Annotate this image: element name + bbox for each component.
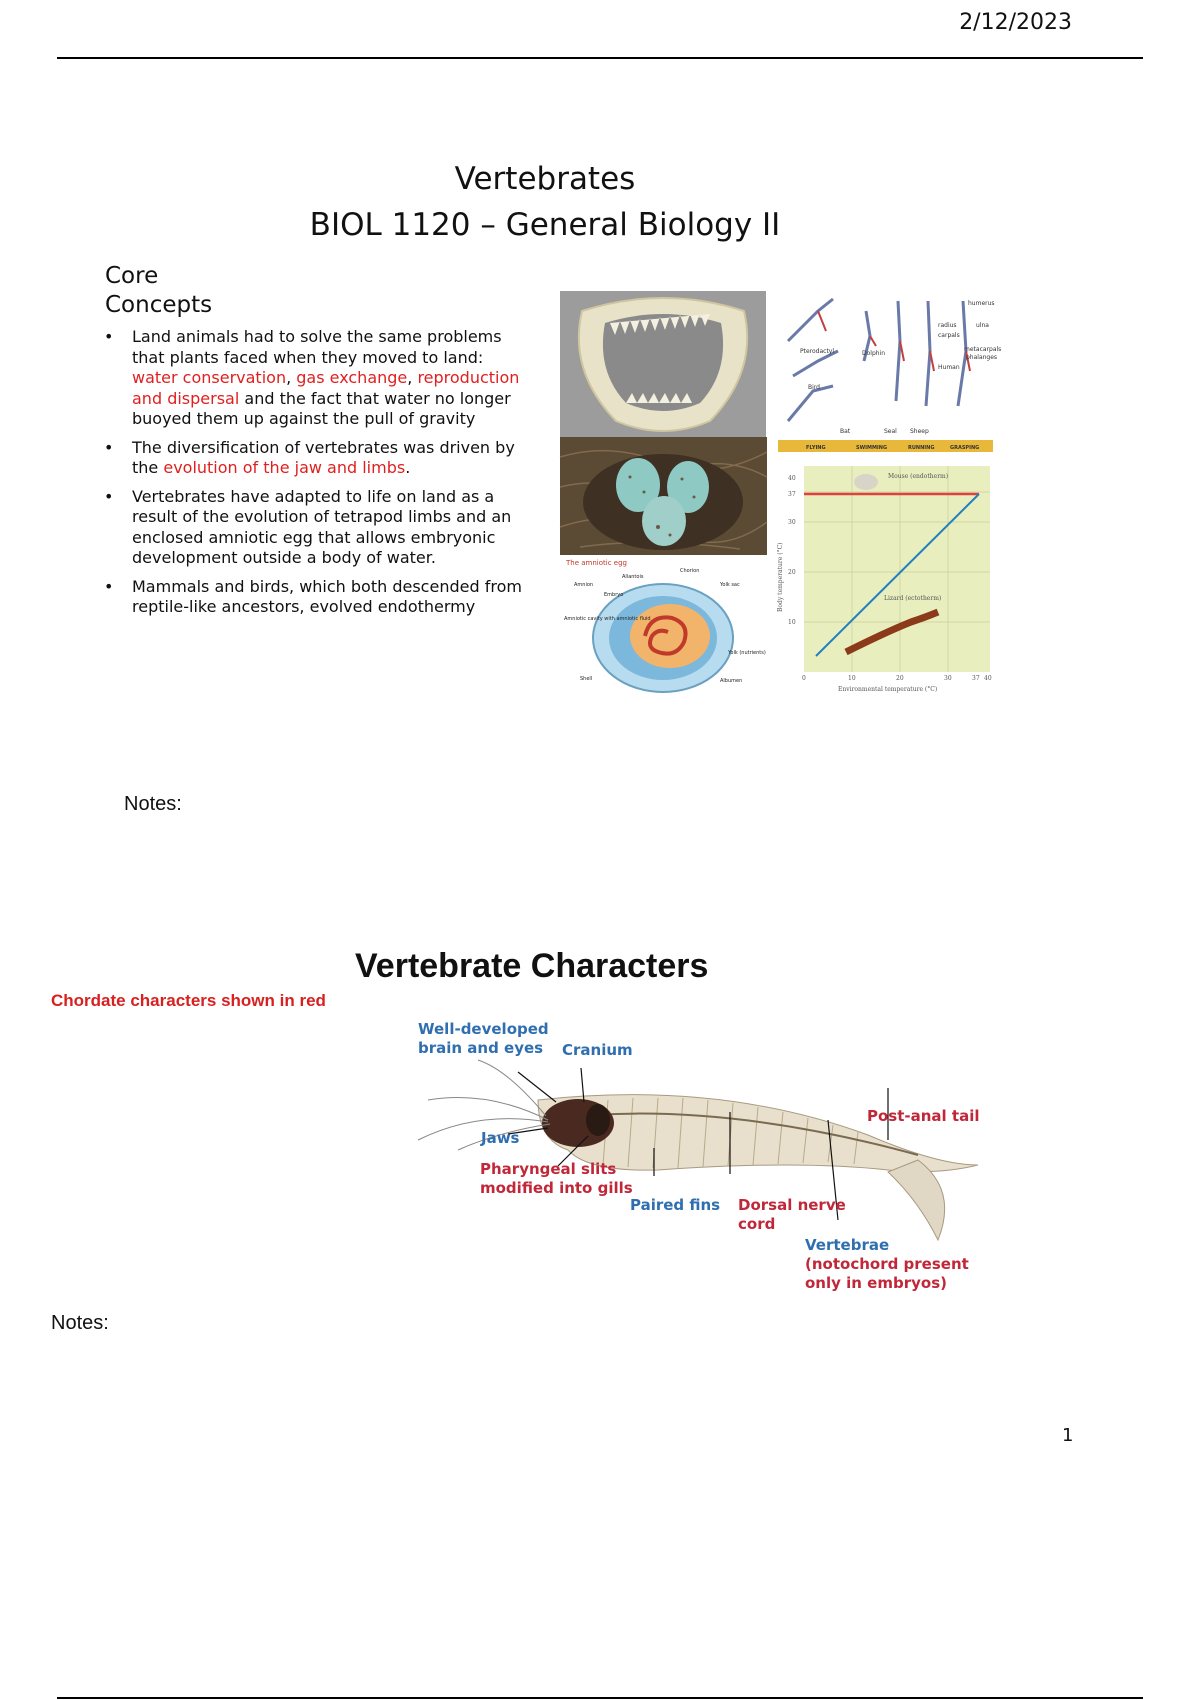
amniotic-egg-caption: The amniotic egg	[566, 559, 627, 567]
label-vertebrae: Vertebrae (notochord present only in embryos)	[805, 1236, 969, 1292]
slide1-title: Vertebrates	[454, 161, 636, 197]
chart-ytick-37: 37	[788, 491, 796, 498]
limb-homology-image	[778, 291, 1002, 452]
header-rule	[57, 57, 1143, 59]
chart-xtick-37: 37	[972, 675, 980, 682]
bullet-diversification: • The diversification of vertebrates was driven by the evolution of the jaw and limbs.	[102, 438, 522, 479]
page-number: 1	[1062, 1425, 1074, 1446]
label-paired-fins: Paired fins	[630, 1196, 721, 1214]
limb-label-pterodactyl: Pterodactyl	[800, 348, 835, 355]
chart-ylabel: Body temperature (°C)	[777, 542, 784, 612]
limb-label-radius: radius	[938, 322, 957, 329]
limb-footer-grasping: GRASPING	[950, 445, 980, 451]
chart-label-mouse: Mouse (endotherm)	[888, 473, 949, 480]
chart-xtick-0: 0	[802, 675, 806, 682]
footer-rule	[57, 1697, 1143, 1699]
egg-label-albumen: Albumen	[720, 678, 743, 684]
slide2-title: Vertebrate Characters	[355, 947, 709, 985]
limb-label-bat: Bat	[840, 428, 851, 435]
chart-ytick-30: 30	[788, 519, 796, 526]
limb-label-humerus: humerus	[968, 300, 995, 307]
label-dorsal-nerve-cord: Dorsal nerve cord	[738, 1196, 846, 1233]
limb-label-metacarpals: metacarpals	[964, 346, 1002, 353]
chart-xtick-30: 30	[944, 675, 952, 682]
egg-label-amniotic-cavity: Amniotic cavity with amniotic fluid	[564, 616, 651, 622]
egg-label-yolk: Yolk (nutrients)	[728, 650, 766, 656]
limb-label-phalanges: phalanges	[966, 354, 998, 361]
limb-footer-swimming: SWIMMING	[856, 445, 888, 451]
egg-label-chorion: Chorion	[680, 568, 700, 574]
limb-label-sheep: Sheep	[910, 428, 929, 435]
chart-xtick-20: 20	[896, 675, 904, 682]
label-pharyngeal-slits: Pharyngeal slits modified into gills	[480, 1160, 633, 1197]
bullet-land-animals: • Land animals had to solve the same problems that plants faced when they moved to land: water conservation, gas exchange, reproduction and dispersal and the fact that water no longer buoyed them up against the pull of gravity	[102, 327, 522, 430]
amniotic-egg-image	[560, 556, 767, 704]
egg-label-yolk-sac: Yolk sac	[720, 582, 740, 588]
chart-xlabel: Environmental temperature (°C)	[838, 686, 938, 693]
label-post-anal-tail: Post-anal tail	[867, 1107, 980, 1125]
slide1-subtitle: BIOL 1120 – General Biology II	[309, 207, 781, 243]
slide1-notes-label: Notes:	[124, 793, 182, 815]
label-cranium: Cranium	[562, 1041, 633, 1059]
egg-label-shell: Shell	[580, 676, 593, 682]
chart-ytick-40: 40	[788, 475, 796, 482]
limb-label-human: Human	[938, 364, 960, 371]
egg-label-embryo: Embryo	[604, 592, 624, 598]
slide2-notes-label: Notes:	[51, 1312, 109, 1334]
chart-xtick-40: 40	[984, 675, 992, 682]
header-date: 2/12/2023	[959, 10, 1072, 35]
limb-footer-running: RUNNING	[908, 445, 935, 451]
egg-label-allantois: Allantois	[622, 574, 644, 580]
core-concepts-heading: Core Concepts	[105, 263, 213, 318]
limb-label-ulna: ulna	[976, 322, 989, 329]
bullet-tetrapod: • Vertebrates have adapted to life on land as a result of the evolution of tetrapod limbs and an enclosed amniotic egg that allows embryonic development outside a body of water.	[102, 487, 522, 569]
limb-footer-flying: FLYING	[806, 445, 826, 451]
chordate-note: Chordate characters shown in red	[51, 991, 326, 1010]
bird-nest-eggs-image	[560, 437, 767, 555]
chart-ytick-20: 20	[788, 569, 796, 576]
egg-label-amnion: Amnion	[574, 582, 594, 588]
core-concepts-list	[102, 327, 522, 626]
limb-label-bird: Bird	[808, 384, 820, 391]
label-jaws: Jaws	[481, 1129, 520, 1147]
shark-jaw-image	[560, 291, 766, 437]
limb-label-dolphin: Dolphin	[862, 350, 886, 357]
chart-label-lizard: Lizard (ectotherm)	[884, 595, 942, 602]
bullet-endothermy: • Mammals and birds, which both descended from reptile-like ancestors, evolved endothermy	[102, 577, 522, 618]
body-temperature-chart-image	[776, 462, 998, 700]
limb-label-carpals: carpals	[938, 332, 960, 339]
label-brain-eyes: Well-developed brain and eyes	[418, 1020, 549, 1057]
chart-xtick-10: 10	[848, 675, 856, 682]
chart-ytick-10: 10	[788, 619, 796, 626]
limb-label-seal: Seal	[884, 428, 897, 435]
